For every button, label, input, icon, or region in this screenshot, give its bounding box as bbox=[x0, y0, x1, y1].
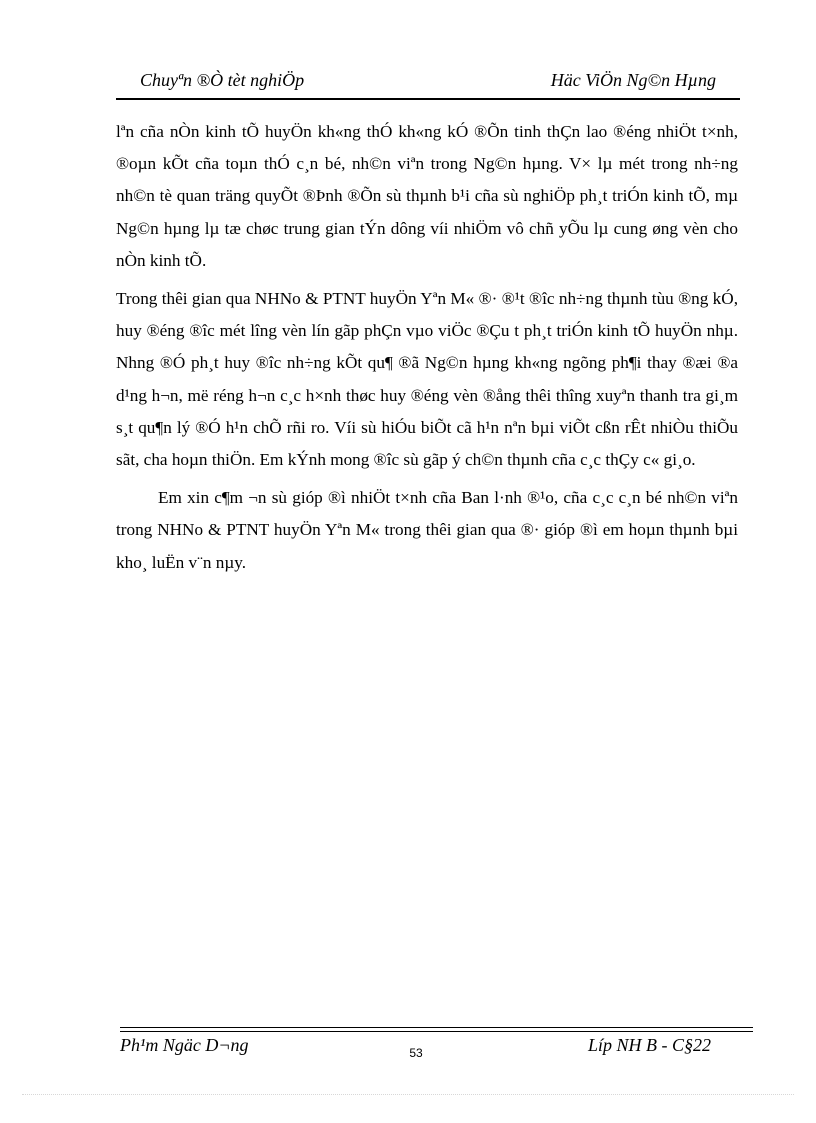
header-institution: Häc ViÖn Ng©n Hµng bbox=[550, 70, 716, 90]
page-edge-divider bbox=[22, 1094, 794, 1095]
page-number: 53 bbox=[409, 1046, 423, 1060]
body-text bbox=[116, 116, 738, 585]
header-document-type: Chuyªn ®Ò tèt nghiÖp bbox=[140, 70, 305, 90]
paragraph-3: Em xin c¶m ¬n sù gióp ®ì nhiÖt t×nh cña Ban l·nh ®¹o, cña c¸c c¸n bé nh©n viªn trong NHNo & PTNT huyÖn Yªn M« trong thêi gian qua ®· gióp ®ì em hoµn thµnh bµi kho¸ luËn v¨n nµy. bbox=[116, 488, 738, 572]
footer-divider bbox=[120, 1027, 753, 1032]
footer-class: Líp NH B - C§22 bbox=[588, 1035, 712, 1055]
paragraph-1: lªn cña nÒn kinh tÕ huyÖn kh«ng thÓ kh«ng kÓ ®Õn tinh thÇn lao ®éng nhiÖt t×nh, ®oµn kÕt cña toµn thÓ c¸n bé, nh©n viªn trong Ng©n hµng. V× lµ mét trong nh÷ng nh©n tè quan träng quyÕt ®Þnh ®Õn sù thµnh b¹i cña sù nghiÖp ph¸t triÓn kinh tÕ, mµ Ng©n hµng lµ tæ chøc trung gian tÝn dông víi nhiÖm vô chñ yÕu lµ cung øng vèn cho nÒn kinh tÕ. bbox=[116, 122, 738, 270]
footer-author: Ph¹m Ngäc D¬ng bbox=[120, 1035, 249, 1055]
page-header bbox=[116, 66, 740, 100]
paragraph-2: Trong thêi gian qua NHNo & PTNT huyÖn Yªn M« ®· ®¹t ®îc nh÷ng thµnh tùu ®ng kÓ, huy ®éng ®îc mét lîng vèn lín gãp phÇn vµo viÖc ®Çu t ph¸t triÓn kinh tÕ huyÖn nhµ. Nhng ®Ó ph¸t huy ®îc nh÷ng kÕt qu¶ ®ã Ng©n hµng kh«ng ngõng ph¶i thay ®æi ®a d¹ng h¬n, më réng h¬n c¸c h×nh thøc huy ®éng vèn ®ång thêi thîng xuyªn thanh tra gi¸m s¸t qu¶n lý ®Ó h¹n chÕ rñi ro. Víi sù hiÓu biÕt cã h¹n nªn bµi viÕt cßn rÊt nhiÒu thiÕu sãt, cha hoµn thiÖn. Em kÝnh mong ®îc sù gãp ý ch©n thµnh cña c¸c thÇy c« gi¸o. bbox=[116, 289, 738, 470]
